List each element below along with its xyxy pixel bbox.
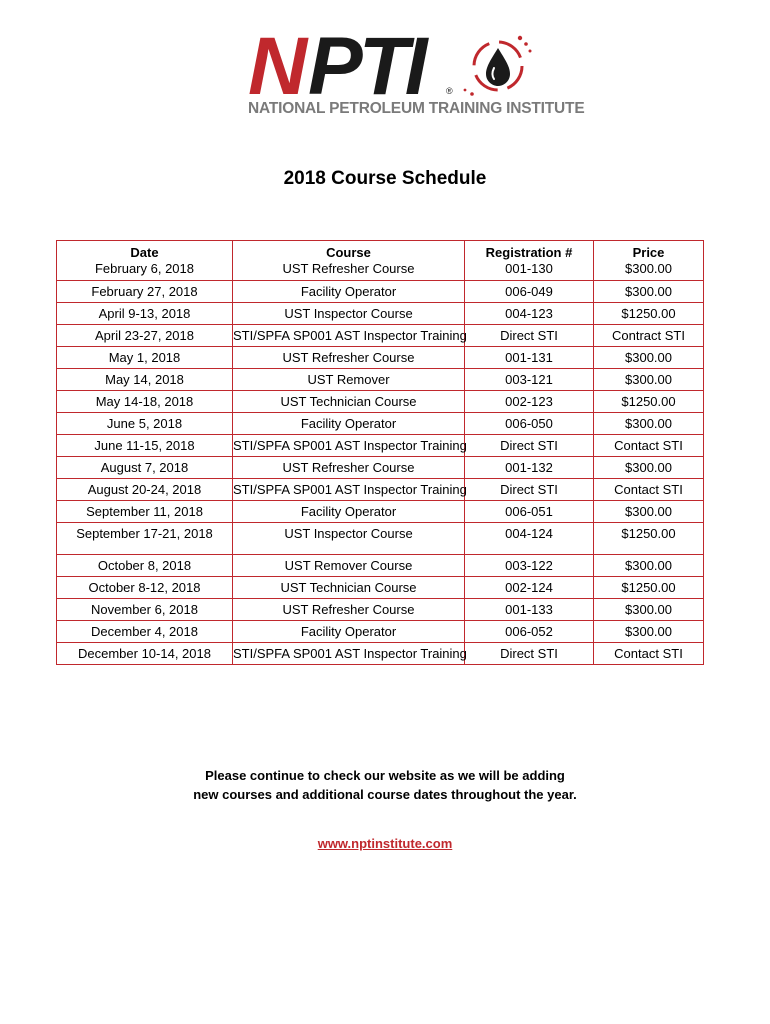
cell-date: December 4, 2018	[57, 621, 233, 643]
cell-registration: 006-049	[465, 281, 594, 303]
footer-note-line-1: Please continue to check our website as we will be adding	[205, 768, 565, 783]
cell-price: $300.00	[594, 347, 704, 369]
cell-course: UST Technician Course	[233, 577, 465, 599]
cell-course: STI/SPFA SP001 AST Inspector Training	[233, 435, 465, 457]
cell-price: Contact STI	[594, 435, 704, 457]
npti-logo	[246, 24, 585, 120]
table-row	[57, 413, 704, 435]
table-row	[57, 325, 704, 347]
cell-registration: 001-130	[465, 261, 594, 281]
cell-registration: 003-121	[465, 369, 594, 391]
cell-price: $300.00	[594, 621, 704, 643]
header-price: Price	[594, 241, 704, 262]
table-row	[57, 599, 704, 621]
page-title: 2018 Course Schedule	[283, 168, 487, 189]
registered-mark: ®	[446, 86, 453, 96]
cell-course: UST Refresher Course	[233, 599, 465, 621]
cell-price: $300.00	[594, 555, 704, 577]
table-row	[57, 281, 704, 303]
cell-price: $300.00	[594, 457, 704, 479]
cell-date: October 8, 2018	[57, 555, 233, 577]
cell-course: Facility Operator	[233, 501, 465, 523]
logo-caption: NATIONAL PETROLEUM TRAINING INSTITUTE	[248, 100, 585, 117]
cell-price: $1250.00	[594, 303, 704, 325]
logo-letter-n: N	[248, 24, 302, 104]
cell-date: February 27, 2018	[57, 281, 233, 303]
cell-price: Contract STI	[594, 325, 704, 347]
cell-course: STI/SPFA SP001 AST Inspector Training	[233, 479, 465, 501]
cell-price: $300.00	[594, 501, 704, 523]
table-row	[57, 621, 704, 643]
cell-course: UST Refresher Course	[233, 261, 465, 281]
table-header-row	[57, 241, 704, 262]
cell-course: UST Technician Course	[233, 391, 465, 413]
cell-date: May 1, 2018	[57, 347, 233, 369]
cell-date: April 9-13, 2018	[57, 303, 233, 325]
table-row	[57, 457, 704, 479]
cell-course: STI/SPFA SP001 AST Inspector Training	[233, 643, 465, 665]
cell-course: UST Inspector Course	[233, 303, 465, 325]
cell-price: $1250.00	[594, 577, 704, 599]
cell-price: $300.00	[594, 599, 704, 621]
cell-course: UST Remover Course	[233, 555, 465, 577]
cell-date: June 5, 2018	[57, 413, 233, 435]
table-row	[57, 435, 704, 457]
table-row	[57, 643, 704, 665]
cell-registration: 001-132	[465, 457, 594, 479]
cell-course: UST Refresher Course	[233, 457, 465, 479]
cell-course: STI/SPFA SP001 AST Inspector Training	[233, 325, 465, 347]
cell-date: May 14-18, 2018	[57, 391, 233, 413]
header-registration: Registration #	[465, 241, 594, 262]
cell-price: $1250.00	[594, 523, 704, 555]
table-row	[57, 347, 704, 369]
cell-course: Facility Operator	[233, 413, 465, 435]
cell-course: UST Inspector Course	[233, 523, 465, 555]
table-row	[57, 555, 704, 577]
cell-price: $300.00	[594, 369, 704, 391]
table-row	[57, 369, 704, 391]
cell-registration: 003-122	[465, 555, 594, 577]
cell-date: February 6, 2018	[57, 261, 233, 281]
cell-date: June 11-15, 2018	[57, 435, 233, 457]
cell-price: Contact STI	[594, 479, 704, 501]
cell-course: UST Refresher Course	[233, 347, 465, 369]
cell-price: $300.00	[594, 281, 704, 303]
cell-registration: 006-051	[465, 501, 594, 523]
cell-course: Facility Operator	[233, 281, 465, 303]
cell-registration: 002-123	[465, 391, 594, 413]
cell-course: UST Remover	[233, 369, 465, 391]
cell-price: $300.00	[594, 413, 704, 435]
header-date: Date	[57, 241, 233, 262]
cell-registration: 002-124	[465, 577, 594, 599]
footer-note	[0, 766, 770, 804]
npti-wordmark-letters	[248, 24, 430, 104]
cell-registration: Direct STI	[465, 643, 594, 665]
cell-date: November 6, 2018	[57, 599, 233, 621]
cell-registration: Direct STI	[465, 435, 594, 457]
cell-date: May 14, 2018	[57, 369, 233, 391]
cell-date: September 11, 2018	[57, 501, 233, 523]
oil-drop-icon	[464, 36, 532, 96]
cell-registration: 006-050	[465, 413, 594, 435]
cell-date: April 23-27, 2018	[57, 325, 233, 347]
cell-price: $300.00	[594, 261, 704, 281]
cell-course: Facility Operator	[233, 621, 465, 643]
table-row	[57, 479, 704, 501]
table-row	[57, 523, 704, 555]
cell-date: August 7, 2018	[57, 457, 233, 479]
table-row	[57, 261, 704, 281]
cell-registration: 001-131	[465, 347, 594, 369]
cell-registration: 001-133	[465, 599, 594, 621]
logo-letters-pti: PTI	[308, 24, 424, 104]
table-row	[57, 391, 704, 413]
table-row	[57, 303, 704, 325]
course-schedule-table	[56, 240, 704, 665]
cell-registration: Direct STI	[465, 479, 594, 501]
table-row	[57, 577, 704, 599]
table-row	[57, 501, 704, 523]
cell-registration: 006-052	[465, 621, 594, 643]
cell-price: $1250.00	[594, 391, 704, 413]
cell-date: December 10-14, 2018	[57, 643, 233, 665]
cell-date: September 17-21, 2018	[57, 523, 233, 555]
cell-registration: Direct STI	[465, 325, 594, 347]
footer-note-line-2: new courses and additional course dates throughout the year.	[193, 787, 577, 802]
cell-date: October 8-12, 2018	[57, 577, 233, 599]
npti-wordmark	[246, 24, 536, 104]
header-course: Course	[233, 241, 465, 262]
cell-registration: 004-123	[465, 303, 594, 325]
website-link[interactable]: www.nptinstitute.com	[317, 836, 453, 851]
cell-date: August 20-24, 2018	[57, 479, 233, 501]
cell-registration: 004-124	[465, 523, 594, 555]
cell-price: Contact STI	[594, 643, 704, 665]
